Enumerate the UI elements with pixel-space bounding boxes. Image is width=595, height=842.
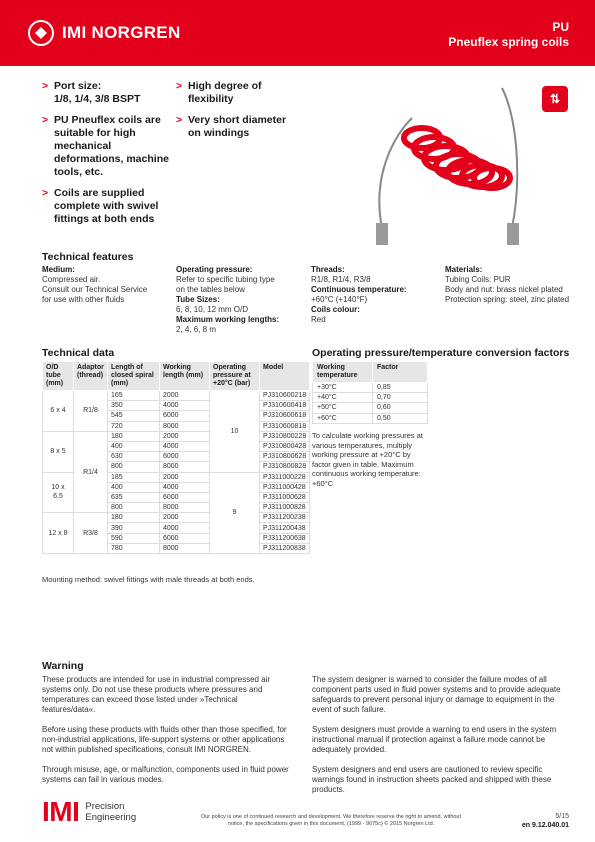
- tf-medium: Medium: Compressed air. Consult our Technical Service for use with other fluids: [42, 265, 148, 304]
- page-number: 5/15: [555, 813, 569, 820]
- header-title: [448, 20, 569, 50]
- table-row: 12 x 8 R3/8 180 2000 PJ311200238: [43, 513, 310, 523]
- table-row: 800 8000 PJ311000828: [43, 503, 310, 513]
- category-tab-icon: ⇅: [542, 86, 568, 112]
- footer-disclaimer: Our policy is one of continued research and development. We therefore reserve the right to amend, without notice, the specifications given in this document. (1999 - 9075c) © 2015 Norgren Ltd.: [200, 814, 462, 827]
- table-row: 8 x 5 R1/4 180 2000 PJ310800228: [43, 431, 310, 441]
- technical-data-table: [42, 361, 310, 554]
- table-row: 635 6000 PJ311000628: [43, 492, 310, 502]
- features-right: [176, 80, 306, 148]
- technical-data-heading: Technical data: [42, 347, 115, 359]
- brand-logo: [28, 20, 181, 46]
- table-row: +60°C 0,50: [313, 413, 428, 423]
- table-row: 780 8000 PJ311200838: [43, 543, 310, 553]
- warning-left: [42, 675, 292, 795]
- technical-features-heading: Technical features: [42, 251, 134, 263]
- feature-item: > Port size: 1/8, 1/4, 3/8 BSPT: [42, 80, 172, 106]
- conversion-heading: Operating pressure/temperature conversion factors: [312, 347, 570, 359]
- table-header-row: O/D tube (mm) Adaptor (thread) Length of closed spiral (mm) Working length (mm) Operating pressure at +20°C (bar) Model: [43, 362, 310, 391]
- table-header-row: Working temperature Factor: [313, 362, 428, 383]
- table-row: 545 6000 PJ310600618: [43, 411, 310, 421]
- warning-heading: Warning: [42, 660, 84, 672]
- table-row: 10 x 6,5 185 2000 9 PJ311000228: [43, 472, 310, 482]
- warning-paragraph: System designers must provide a warning to end users in the system instructional manual if protection against a failure mode cannot be adequately provided.: [312, 725, 557, 754]
- brand-name: IMI NORGREN: [62, 23, 181, 42]
- tf-materials: Materials: Tubing Coils: PUR Body and nut: brass nickel plated Protection spring: steel, zinc plated: [445, 265, 570, 304]
- table-row: 400 4000 PJ311000428: [43, 482, 310, 492]
- footer-page-info: [522, 812, 569, 830]
- document-number: en 9.12.040.01: [521, 822, 569, 829]
- warning-paragraph: The system designer is warned to consider the failure modes of all component parts used in fluid power systems and to provide adequate safeguards to prevent personal injury or damage to equipment in the event of such failure.: [312, 675, 561, 714]
- features-left: [42, 80, 172, 234]
- table-row: 590 6000 PJ311200638: [43, 533, 310, 543]
- tf-threads: Threads: R1/8, R1/4, R3/8 Continuous temperature: +60°C (+140°F) Coils colour: Red: [311, 265, 407, 324]
- product-code: PU: [552, 20, 569, 34]
- precision-engineering: Precision Engineering: [85, 801, 137, 823]
- table-row: 390 4000 PJ311200438: [43, 523, 310, 533]
- conversion-note: To calculate working pressures at various temperatures, multiply working pressure at +20°C by factor given in table. Maximum continuous working temperature: +60°C: [312, 431, 423, 488]
- feature-item: > Very short diameter on windings: [176, 114, 306, 140]
- footer-logo: [42, 796, 136, 828]
- feature-item: > PU Pneuflex coils are suitable for high mechanical deformations, machine tools, etc.: [42, 114, 172, 179]
- imi-logo: IMI: [42, 796, 80, 827]
- norgren-logo-icon: [28, 20, 54, 46]
- table-row: +50°C 0,60: [313, 403, 428, 413]
- table-row: +40°C 0,70: [313, 393, 428, 403]
- table-row: +30°C 0,85: [313, 383, 428, 393]
- conversion-table: [312, 361, 428, 424]
- tf-pressure: Operating pressure: Refer to specific tubing type on the tables below Tube Sizes: 6, 8, 10, 12 mm O/D Maximum working lengths: 2, 4, 6, 8 m: [176, 265, 280, 334]
- warning-paragraph: Before using these products with fluids other than those specified, for non-industrial applications, life-support systems or other applications not within published specifications, consult IMI NORGREN.: [42, 725, 287, 754]
- feature-item: > High degree of flexibility: [176, 80, 306, 106]
- warning-paragraph: Through misuse, age, or malfunction, components used in fluid power systems can fail in various modes.: [42, 765, 289, 784]
- table-row: 350 4000 PJ310600418: [43, 401, 310, 411]
- warning-right: [312, 675, 567, 805]
- table-row: 6 x 4 R1/8 165 2000 10 PJ310600218: [43, 391, 310, 401]
- mounting-note: Mounting method: swivel fittings with male threads at both ends.: [42, 575, 255, 584]
- table-row: 400 4000 PJ310800428: [43, 441, 310, 451]
- product-name: Pneuflex spring coils: [448, 35, 569, 49]
- spring-coil-image: [352, 78, 552, 250]
- table-row: 630 6000 PJ310800628: [43, 452, 310, 462]
- warning-paragraph: System designers and end users are cautioned to review specific warnings found in instruction sheets packed and shipped with these products.: [312, 765, 552, 794]
- table-row: 720 8000 PJ310600818: [43, 421, 310, 431]
- feature-item: > Coils are supplied complete with swivel fittings at both ends: [42, 187, 172, 226]
- page-header: [0, 0, 595, 66]
- table-row: 800 8000 PJ310800828: [43, 462, 310, 472]
- warning-paragraph: These products are intended for use in industrial compressed air systems only. Do not use these products where pressures and temperatures can exceed those listed under »Technical features/data«.: [42, 675, 271, 714]
